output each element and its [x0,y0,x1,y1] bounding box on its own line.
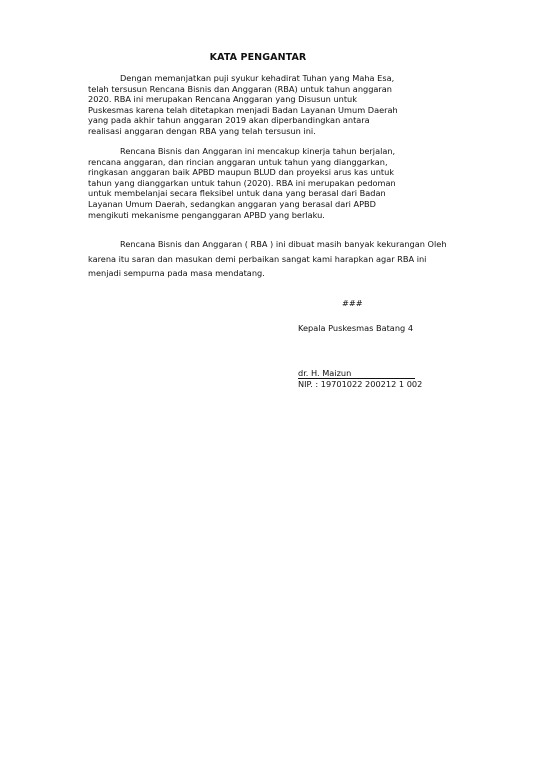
paragraph-closing-text: Rencana Bisnis dan Anggaran ( RBA ) ini dibuat masih banyak kekurangan Oleh karena itu saran dan masukan demi perbaikan sangat kami harapkan agar RBA ini menjadi sempurna pada masa mendatang. [88,239,447,278]
paragraph-intro [88,73,398,137]
paragraph-scope-text: Rencana Bisnis dan Anggaran ini mencakup kinerja tahun berjalan, rencana anggaran, dan rincian anggaran untuk tahun yang dianggarkan, ringkasan anggaran baik APBD maupun BLUD dan proyeksi arus kas untuk tahun yang dianggarkan untuk tahun (2020). RBA ini merupakan pedoman untuk membelanjai secara fleksibel untuk dana yang berasal dari Badan Layanan Umum Daerah, sedangkan anggaran yang berasal dari APBD mengikuti mekanisme penganggaran APBD yang berlaku. [88,146,396,220]
signatory-name: dr. H. Maizun [298,368,415,379]
paragraph-closing [88,237,460,281]
signatory-nip: NIP. : 19701022 200212 1 002 [298,379,423,389]
signatory-position: Kepala Puskesmas Batang 4 [298,323,414,333]
document-title: KATA PENGANTAR [209,52,307,63]
separator-mark: ### [342,298,363,308]
paragraph-scope [88,146,398,220]
paragraph-intro-text: Dengan memanjatkan puji syukur kehadirat Tuhan yang Maha Esa, telah tersusun Rencana Bisnis dan Anggaran (RBA) untuk tahun anggaran 2020. RBA ini merupakan Rencana Anggaran yang Disusun untuk Puskesmas karena telah ditetapkan menjadi Badan Layanan Umum Daerah yang pada akhir tahun anggaran 2019 akan diperbandingkan antara realisasi anggaran dengan RBA yang telah tersusun ini. [88,73,398,136]
